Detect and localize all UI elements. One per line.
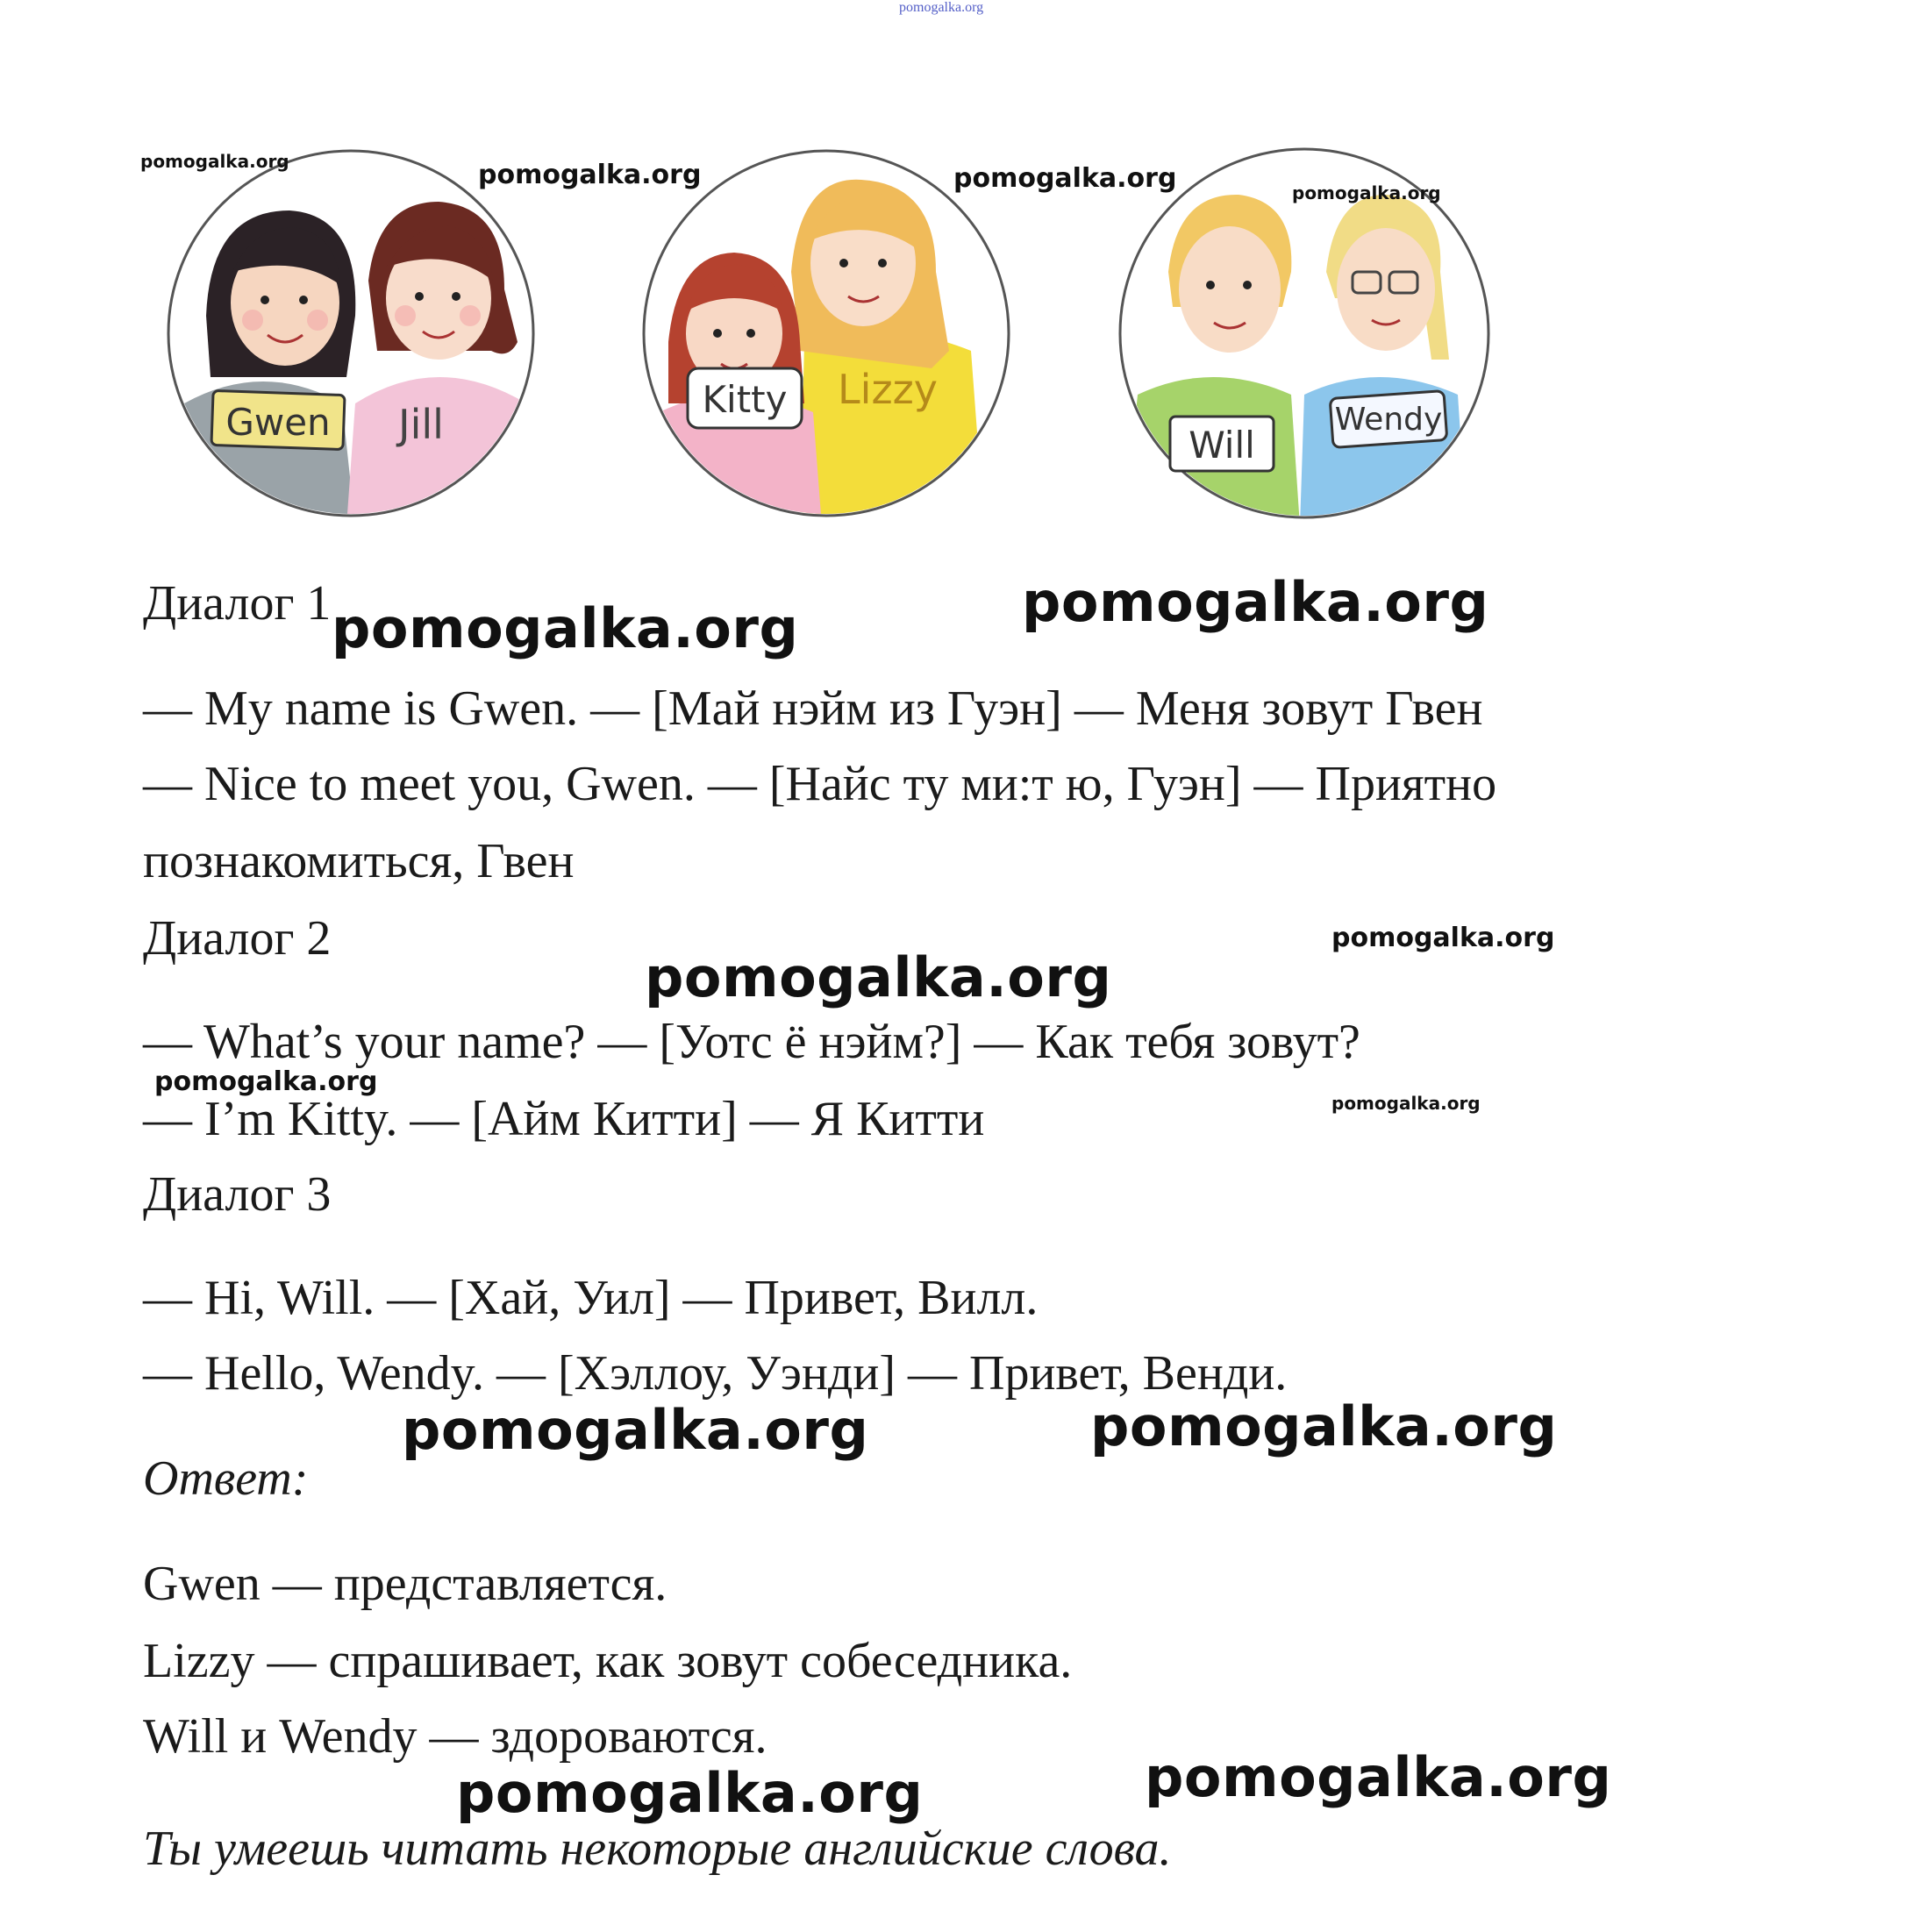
watermark-top: pomogalka.org <box>899 0 984 15</box>
answer-will-wendy: Will и Wendy — здороваются. <box>143 1709 767 1764</box>
watermark: pomogalka.org <box>953 163 1177 194</box>
medal-kitty-lizzy <box>633 140 1019 526</box>
dialog2-line2: — I’m Kitty. — [Айм Китти] — Я Китти <box>143 1092 985 1146</box>
medal-gwen-jill <box>158 140 544 526</box>
dialog1-line1: — My name is Gwen. — [Май нэйм из Гуэн] — Меня зовут Гвен <box>143 681 1483 736</box>
dialog3-line1: — Hi, Will. — [Хай, Уил] — Привет, Вилл. <box>143 1271 1039 1325</box>
tag-will: Will <box>1189 424 1255 467</box>
dialog2-line1: — What’s your name? — [Уотс ё нэйм?] — Как тебя зовут? <box>143 1015 1360 1069</box>
answer-gwen: Gwen — представляется. <box>143 1557 667 1611</box>
watermark: pomogalka.org <box>1331 1093 1481 1114</box>
watermark: pomogalka.org <box>645 945 1112 1009</box>
tag-wendy: Wendy <box>1334 402 1443 438</box>
watermark: pomogalka.org <box>332 596 799 660</box>
dialog3-line2: — Hello, Wendy. — [Хэллоу, Уэнди] — Привет, Венди. <box>143 1346 1288 1401</box>
answer-label: Ответ: <box>143 1451 309 1506</box>
watermark: pomogalka.org <box>1331 923 1555 953</box>
tag-jill: Jill <box>398 401 444 448</box>
tag-gwen: Gwen <box>225 401 331 444</box>
dialog1-title: Диалог 1 <box>143 576 332 631</box>
dialog2-title: Диалог 2 <box>143 911 332 966</box>
dialog1-line2-cont: познакомиться, Гвен <box>143 834 575 888</box>
dialog1-line2: — Nice to meet you, Gwen. — [Найс ту ми:т ю, Гуэн] — Приятно <box>143 757 1497 811</box>
watermark: pomogalka.org <box>1090 1394 1558 1458</box>
answer-lizzy: Lizzy — спрашивает, как зовут собеседника. <box>143 1634 1073 1688</box>
watermark: pomogalka.org <box>140 151 289 172</box>
watermark: pomogalka.org <box>154 1066 378 1097</box>
watermark: pomogalka.org <box>1145 1745 1612 1809</box>
watermark: pomogalka.org <box>1022 570 1489 634</box>
watermark: pomogalka.org <box>478 160 702 190</box>
watermark: pomogalka.org <box>1292 182 1441 203</box>
watermark: pomogalka.org <box>402 1398 869 1462</box>
footer-text: Ты умеешь читать некоторые английские слова. <box>143 1821 1172 1876</box>
tag-lizzy: Lizzy <box>838 366 938 413</box>
watermark: pomogalka.org <box>456 1761 924 1825</box>
tag-kitty: Kitty <box>702 378 788 421</box>
dialog3-title: Диалог 3 <box>143 1167 332 1222</box>
